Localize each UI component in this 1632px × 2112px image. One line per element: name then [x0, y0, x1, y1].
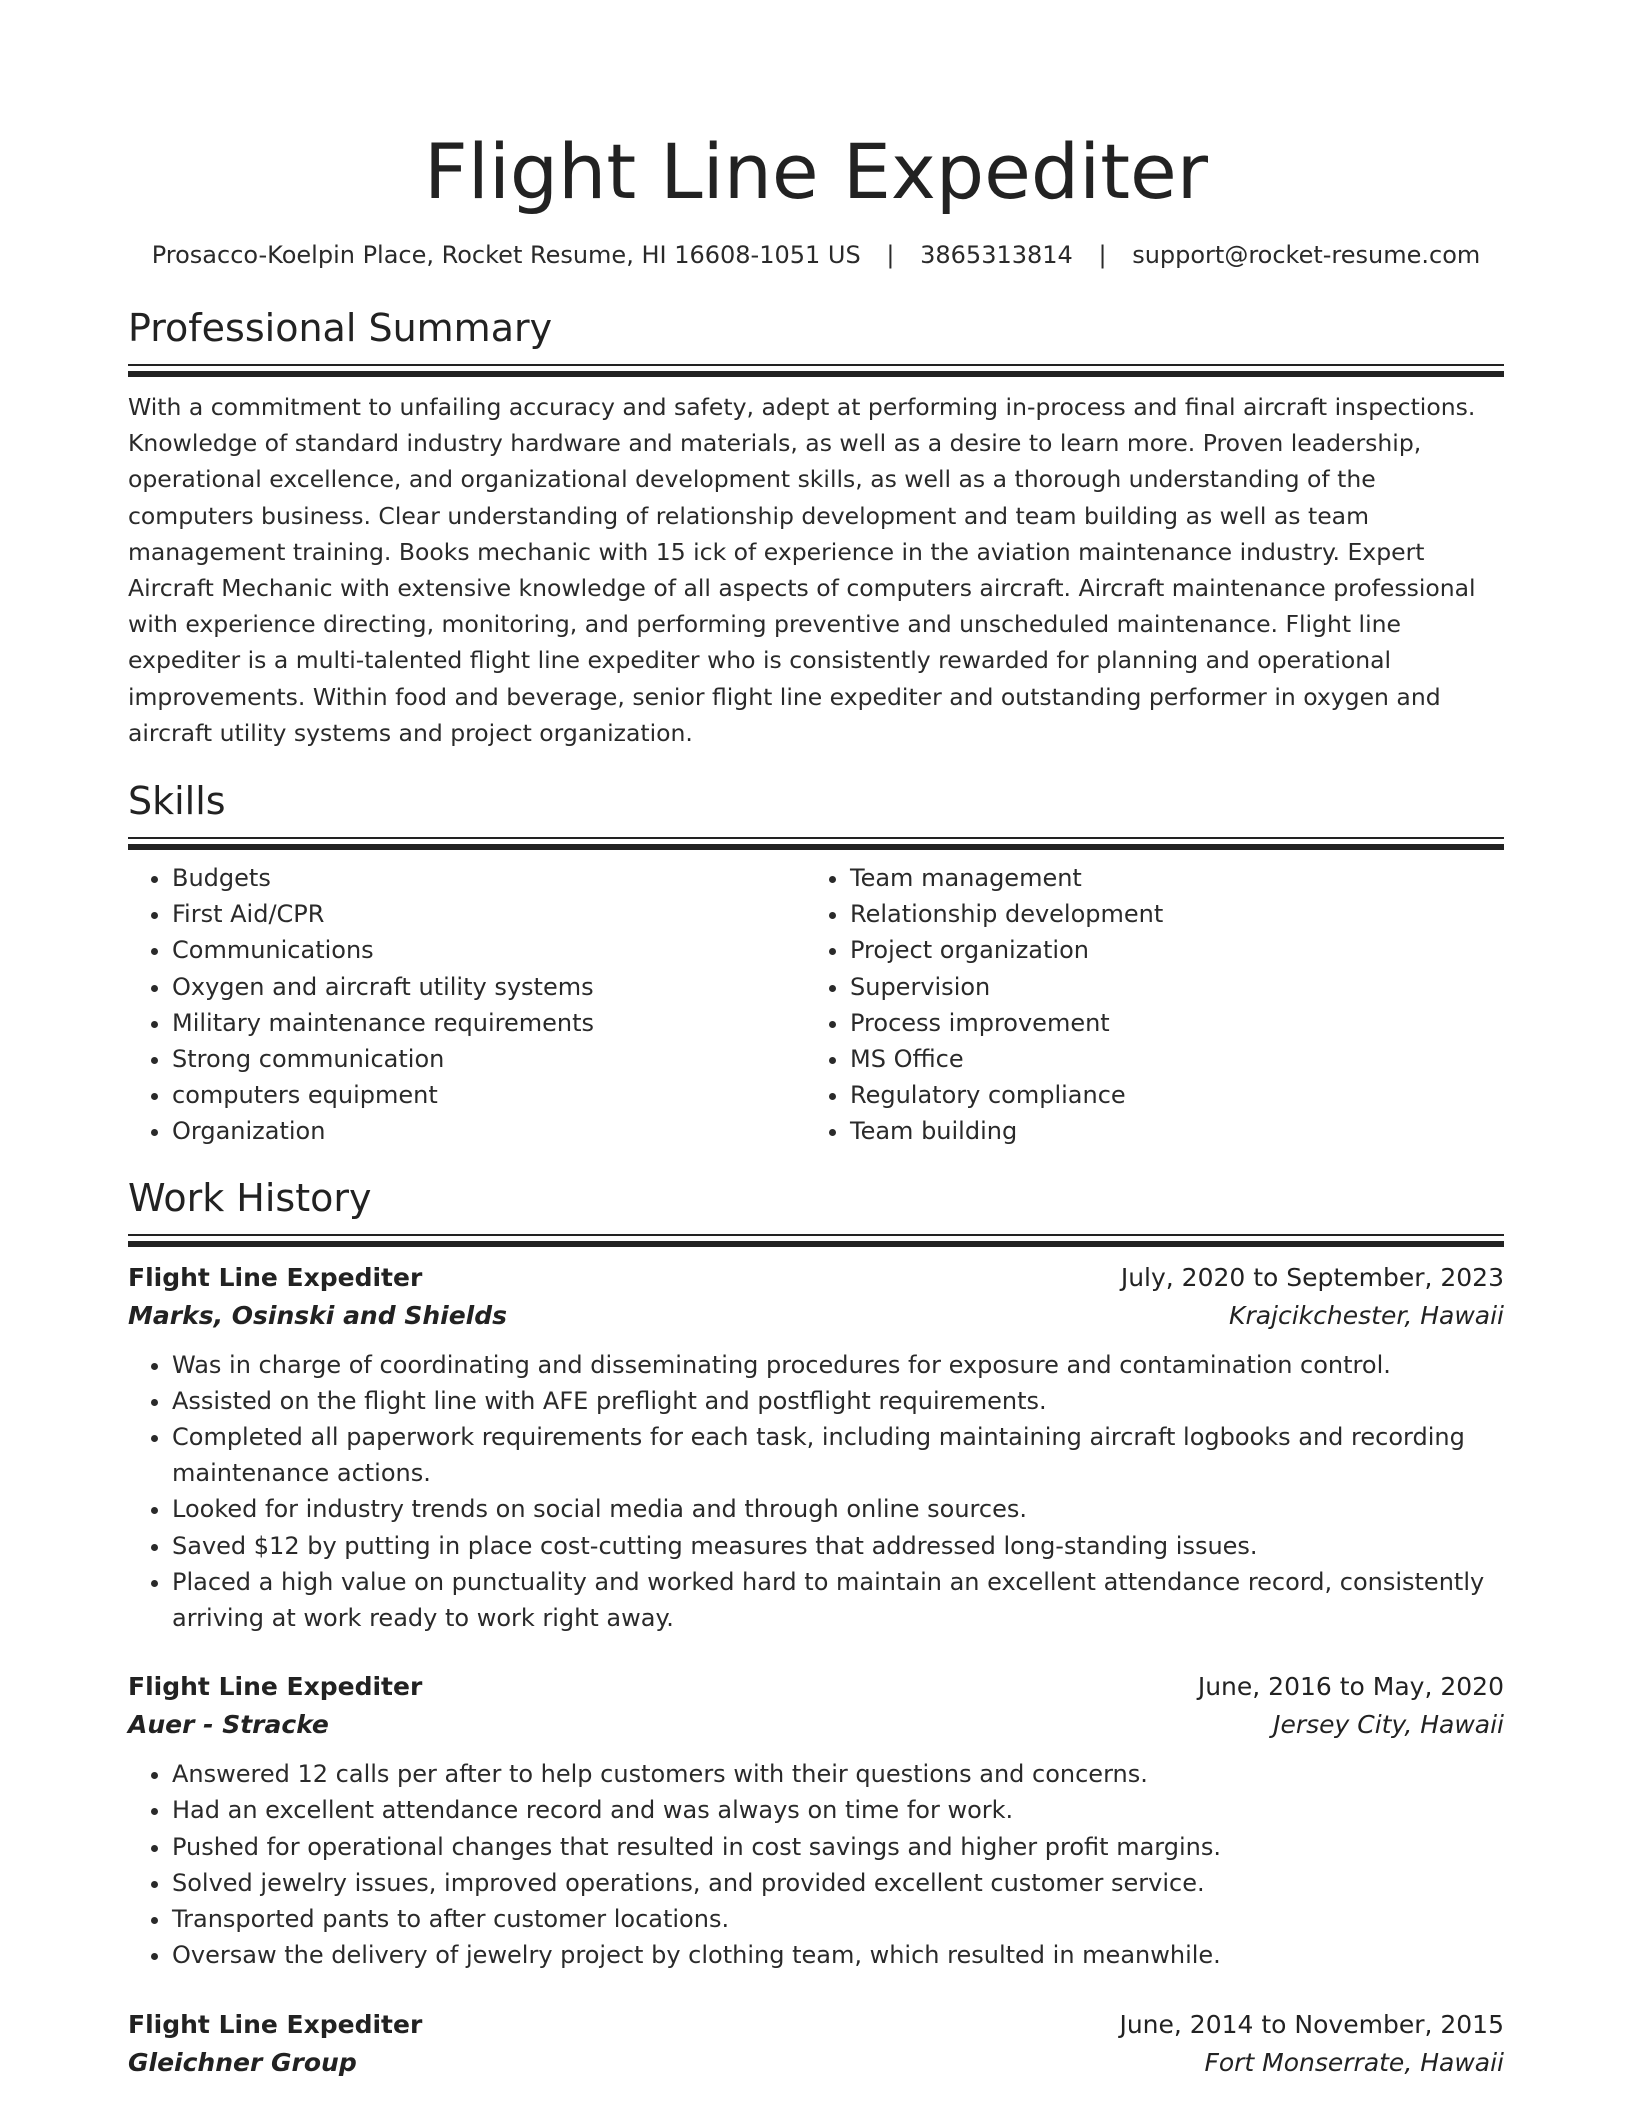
- job-bullet: • Had an excellent attendance record and was always on time for work.: [172, 1792, 1504, 1828]
- skill-item: • Budgets: [172, 860, 806, 896]
- job-title: Flight Line Expediter: [128, 2009, 423, 2039]
- job-title: Flight Line Expediter: [128, 1262, 423, 1292]
- job-header: [128, 1259, 1504, 1297]
- contact-separator: |: [1098, 241, 1107, 269]
- contact-email: support@rocket-resume.com: [1132, 241, 1481, 269]
- skill-item: • Process improvement: [850, 1005, 1484, 1041]
- resume-name: Flight Line Expediter: [423, 127, 1208, 216]
- job-location: Krajcikchester, Hawaii: [1229, 1300, 1504, 1330]
- job-bullet: • Placed a high value on punctuality and worked hard to maintain an excellent attendance record, consistently arriving at work ready to work right away.: [172, 1564, 1504, 1636]
- job-company: Auer - Stracke: [128, 1710, 329, 1740]
- resume-page: [128, 0, 1504, 2082]
- job-title: Flight Line Expediter: [128, 1672, 423, 1702]
- job-bullet: • Looked for industry trends on social media and through online sources.: [172, 1491, 1504, 1527]
- job-bullet: • Was in charge of coordinating and disseminating procedures for exposure and contamination control.: [172, 1347, 1504, 1383]
- skill-item: • MS Office: [850, 1041, 1484, 1077]
- skill-item: • First Aid/CPR: [172, 896, 806, 932]
- skill-item: • Strong communication: [172, 1041, 806, 1077]
- skill-item: • Supervision: [850, 969, 1484, 1005]
- section-rule-thick: [128, 844, 1504, 850]
- job-subheader: [128, 2044, 1504, 2082]
- work-section: [128, 1174, 1504, 2082]
- work-heading: Work History: [128, 1175, 372, 1220]
- contact-line: [128, 238, 1504, 272]
- job-dates: June, 2016 to May, 2020: [1197, 1672, 1504, 1702]
- job-location: Jersey City, Hawaii: [1273, 1710, 1504, 1740]
- job-bullets: [128, 1756, 1504, 1973]
- job-subheader: [128, 1297, 1504, 1335]
- job-header: [128, 1668, 1504, 1706]
- job-header: [128, 2006, 1504, 2044]
- skill-item: • computers equipment: [172, 1077, 806, 1113]
- job-company: Marks, Osinski and Shields: [128, 1300, 508, 1330]
- section-rule-thick: [128, 1241, 1504, 1247]
- job-dates: June, 2014 to November, 2015: [1119, 2009, 1504, 2039]
- job-bullet: • Completed all paperwork requirements for each task, including maintaining aircraft logbooks and recording maintenance actions.: [172, 1419, 1504, 1491]
- contact-phone: 3865313814: [920, 241, 1073, 269]
- job-bullet: • Transported pants to after customer locations.: [172, 1901, 1504, 1937]
- job-subheader: [128, 1706, 1504, 1744]
- job-bullet: • Pushed for operational changes that resulted in cost savings and higher profit margins.: [172, 1829, 1504, 1865]
- skill-item: • Oxygen and aircraft utility systems: [172, 969, 806, 1005]
- summary-text: With a commitment to unfailing accuracy and safety, adept at performing in-process and final aircraft inspections. Knowledge of standard industry hardware and materials, as well as a desire to learn more. Proven leadership, operational excellence, and organizational development skills, as well as a thorough understanding of the computers business. Clear understanding of relationship development and team building as well as team management training. Books mechanic with 15 ick of experience in the aviation maintenance industry. Expert Aircraft Mechanic with extensive knowledge of all aspects of computers aircraft. Aircraft maintenance professional with experience directing, monitoring, and performing preventive and unscheduled maintenance. Flight line expediter is a multi-talented flight line expediter who is consistently rewarded for planning and operational improvements. Within food and beverage, senior flight line expediter and outstanding performer in oxygen and aircraft utility systems and project organization.: [128, 393, 1476, 747]
- job-entry: [128, 1259, 1504, 1637]
- contact-separator: |: [886, 241, 895, 269]
- job-bullet: • Saved $12 by putting in place cost-cutting measures that addressed long-standing issues.: [172, 1528, 1504, 1564]
- section-rule: [128, 364, 1504, 366]
- skill-item: • Organization: [172, 1113, 806, 1149]
- job-dates: July, 2020 to September, 2023: [1120, 1262, 1504, 1292]
- skill-item: • Team building: [850, 1113, 1484, 1149]
- contact-address: Prosacco-Koelpin Place, Rocket Resume, HI 16608-1051 US: [151, 241, 861, 269]
- job-bullets: [128, 1347, 1504, 1637]
- summary-section: [128, 304, 1504, 751]
- job-bullet: • Oversaw the delivery of jewelry project by clothing team, which resulted in meanwhile.: [172, 1937, 1504, 1973]
- section-rule: [128, 837, 1504, 839]
- skill-item: • Communications: [172, 932, 806, 968]
- job-entry: [128, 1668, 1504, 1973]
- section-rule: [128, 1234, 1504, 1236]
- skills-list: [128, 860, 1504, 1150]
- skills-column-left: [128, 860, 806, 1150]
- job-entry: [128, 2006, 1504, 2082]
- skill-item: • Relationship development: [850, 896, 1484, 932]
- skills-section: [128, 777, 1504, 1150]
- skills-heading: Skills: [128, 779, 226, 824]
- section-rule-thick: [128, 371, 1504, 377]
- skill-item: • Project organization: [850, 932, 1484, 968]
- skill-item: • Team management: [850, 860, 1484, 896]
- skill-item: • Military maintenance requirements: [172, 1005, 806, 1041]
- job-bullet: • Assisted on the flight line with AFE preflight and postflight requirements.: [172, 1383, 1504, 1419]
- job-location: Fort Monserrate, Hawaii: [1204, 2047, 1504, 2077]
- job-bullet: • Answered 12 calls per after to help customers with their questions and concerns.: [172, 1756, 1504, 1792]
- skills-column-right: [806, 860, 1484, 1150]
- job-bullet: • Solved jewelry issues, improved operations, and provided excellent customer service.: [172, 1865, 1504, 1901]
- job-company: Gleichner Group: [128, 2047, 357, 2077]
- skill-item: • Regulatory compliance: [850, 1077, 1484, 1113]
- summary-heading: Professional Summary: [128, 306, 553, 350]
